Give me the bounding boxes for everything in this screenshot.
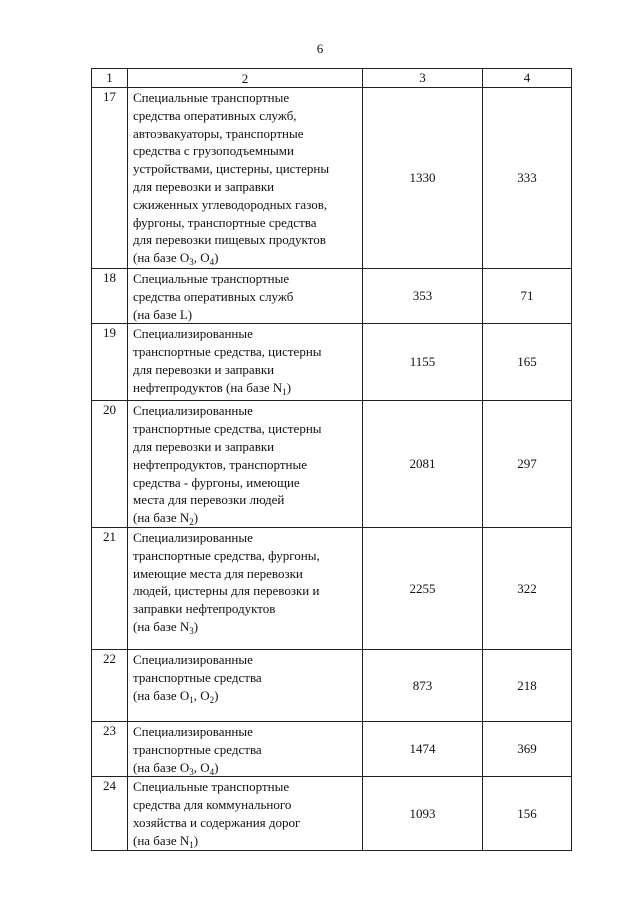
description-text: сжиженных углеводородных газов, — [133, 196, 328, 212]
description-text: транспортные средства — [133, 741, 262, 757]
description-text: ) — [214, 759, 219, 775]
description-line — [133, 288, 362, 306]
description-text: (на базе L) — [133, 306, 193, 322]
description-line — [133, 600, 362, 618]
description-line — [133, 618, 362, 636]
subscript-text: 1 — [282, 386, 287, 397]
description-text: ) — [193, 510, 199, 526]
description-line — [133, 456, 362, 474]
description-text: Специализированные — [133, 529, 253, 545]
description-line — [133, 509, 362, 527]
row-number-cell: 22 — [92, 649, 128, 721]
description-line — [133, 343, 362, 361]
value-cell-col4: 156 — [483, 777, 572, 850]
table-row — [92, 527, 572, 649]
value-cell-col3: 1155 — [363, 324, 483, 401]
description-line — [133, 759, 362, 777]
row-number-cell: 18 — [92, 269, 128, 324]
column-header-4: 4 — [483, 69, 572, 88]
description-line — [133, 361, 362, 379]
value-cell-col3: 1474 — [363, 721, 483, 776]
description-text: ) — [286, 379, 292, 395]
description-line — [133, 814, 362, 832]
description-text: , O — [193, 250, 210, 266]
value-cell-col3: 2081 — [363, 401, 483, 528]
description-text: средства оперативных служб, — [133, 107, 297, 123]
description-line — [133, 249, 362, 267]
description-text: (на базе O — [133, 759, 190, 775]
description-text: транспортные средства, цистерны — [133, 421, 322, 437]
description-line — [133, 741, 362, 759]
description-text: автоэвакуаторы, транспортные — [133, 125, 304, 141]
description-text: заправки нефтепродуктов — [133, 601, 276, 617]
subscript-text: 2 — [189, 517, 194, 528]
description-line — [133, 723, 362, 741]
description-text: для перевозки и заправки — [133, 438, 275, 454]
row-number-cell: 20 — [92, 401, 128, 528]
description-cell — [128, 401, 363, 528]
description-line — [133, 89, 362, 107]
data-table — [91, 68, 572, 851]
description-text: Специальные транспортные — [133, 90, 290, 105]
description-text: средства - фургоны, имеющие — [133, 474, 300, 490]
description-cell — [128, 777, 363, 850]
description-line — [133, 529, 362, 547]
description-text: для перевозки и заправки — [133, 361, 275, 377]
column-header-1: 1 — [92, 69, 128, 88]
description-line — [133, 231, 362, 249]
description-text: Специальные транспортные — [133, 271, 290, 286]
description-text: места для перевозки людей — [133, 492, 285, 508]
subscript-text: 1 — [189, 839, 194, 850]
table-row — [92, 721, 572, 776]
value-cell-col4: 369 — [483, 721, 572, 776]
description-text: транспортные средства — [133, 669, 262, 685]
description-text: нефтепродуктов (на базе N — [133, 379, 283, 395]
description-line — [133, 270, 362, 288]
description-text: Специализированные — [133, 651, 253, 667]
description-line — [133, 325, 362, 343]
row-number-cell: 19 — [92, 324, 128, 401]
description-text: имеющие места для перевозки — [133, 565, 303, 581]
description-line — [133, 474, 362, 492]
subscript-text: 3 — [189, 766, 194, 777]
description-text: , O — [193, 759, 210, 775]
description-text: для перевозки пищевых продуктов — [133, 232, 326, 248]
value-cell-col3: 1330 — [363, 88, 483, 269]
description-line — [133, 196, 362, 214]
description-text: устройствами, цистерны, цистерны — [133, 161, 330, 177]
table-row — [92, 88, 572, 269]
value-cell-col3: 873 — [363, 649, 483, 721]
description-text: средства с грузоподъемными — [133, 143, 294, 159]
row-number-cell: 23 — [92, 721, 128, 776]
description-text: (на базе N — [133, 832, 190, 848]
description-text: (на базе N — [133, 618, 190, 634]
description-line — [133, 178, 362, 196]
description-text: ) — [214, 250, 219, 266]
table-row — [92, 777, 572, 850]
description-text: , O — [193, 687, 210, 703]
description-text: ) — [193, 832, 199, 848]
description-line — [133, 582, 362, 600]
description-text: Специализированные — [133, 326, 253, 342]
description-line — [133, 142, 362, 160]
description-line — [133, 796, 362, 814]
table-row — [92, 401, 572, 528]
description-line — [133, 547, 362, 565]
value-cell-col4: 218 — [483, 649, 572, 721]
description-text: фургоны, транспортные средства — [133, 214, 317, 230]
description-line — [133, 438, 362, 456]
row-number-cell: 17 — [92, 88, 128, 269]
description-cell — [128, 269, 363, 324]
description-line — [133, 669, 362, 687]
value-cell-col3: 353 — [363, 269, 483, 324]
description-text: транспортные средства, фургоны, — [133, 547, 320, 563]
description-text: для перевозки и заправки — [133, 178, 275, 194]
subscript-text: 4 — [209, 257, 215, 268]
value-cell-col4: 71 — [483, 269, 572, 324]
description-line — [133, 565, 362, 583]
subscript-text: 2 — [209, 694, 215, 705]
description-line — [133, 491, 362, 509]
value-cell-col4: 297 — [483, 401, 572, 528]
value-cell-col3: 1093 — [363, 777, 483, 850]
description-text: ) — [193, 618, 199, 634]
row-number-cell: 24 — [92, 777, 128, 850]
table-header-row — [92, 69, 572, 88]
description-line — [133, 214, 362, 232]
description-line — [133, 651, 362, 669]
table-row — [92, 649, 572, 721]
description-line — [133, 778, 362, 796]
description-cell — [128, 721, 363, 776]
value-cell-col4: 165 — [483, 324, 572, 401]
column-header-2: 2 — [128, 69, 363, 88]
description-line — [133, 687, 362, 705]
value-cell-col4: 333 — [483, 88, 572, 269]
description-text: нефтепродуктов, транспортные — [133, 456, 308, 472]
description-line — [133, 420, 362, 438]
description-line — [133, 832, 362, 850]
description-text: транспортные средства, цистерны — [133, 344, 322, 360]
subscript-text: 1 — [189, 694, 194, 705]
subscript-text: 4 — [209, 766, 215, 777]
description-text: (на базе N — [133, 510, 190, 526]
description-text: Специальные транспортные — [133, 779, 290, 795]
table-row — [92, 269, 572, 324]
description-line — [133, 379, 362, 397]
description-line — [133, 125, 362, 143]
description-cell — [128, 88, 363, 269]
description-line — [133, 306, 362, 324]
table-row — [92, 324, 572, 401]
description-text: ) — [214, 687, 219, 703]
description-text: Специализированные — [133, 403, 253, 419]
description-cell — [128, 649, 363, 721]
column-header-3: 3 — [363, 69, 483, 88]
description-text: хозяйства и содержания дорог — [133, 814, 301, 830]
row-number-cell: 21 — [92, 527, 128, 649]
description-line — [133, 160, 362, 178]
description-text: Специализированные — [133, 723, 253, 739]
subscript-text: 3 — [189, 257, 194, 268]
description-line — [133, 402, 362, 420]
description-line — [133, 107, 362, 125]
value-cell-col3: 2255 — [363, 527, 483, 649]
description-cell — [128, 527, 363, 649]
page-number: 6 — [316, 41, 324, 56]
description-text: средства оперативных служб — [133, 288, 294, 304]
description-text: (на базе O — [133, 250, 190, 266]
description-text: средства для коммунального — [133, 797, 292, 813]
value-cell-col4: 322 — [483, 527, 572, 649]
subscript-text: 3 — [189, 625, 194, 636]
description-cell — [128, 324, 363, 401]
description-text: (на базе O — [133, 687, 190, 703]
description-text: людей, цистерны для перевозки и — [133, 583, 320, 599]
